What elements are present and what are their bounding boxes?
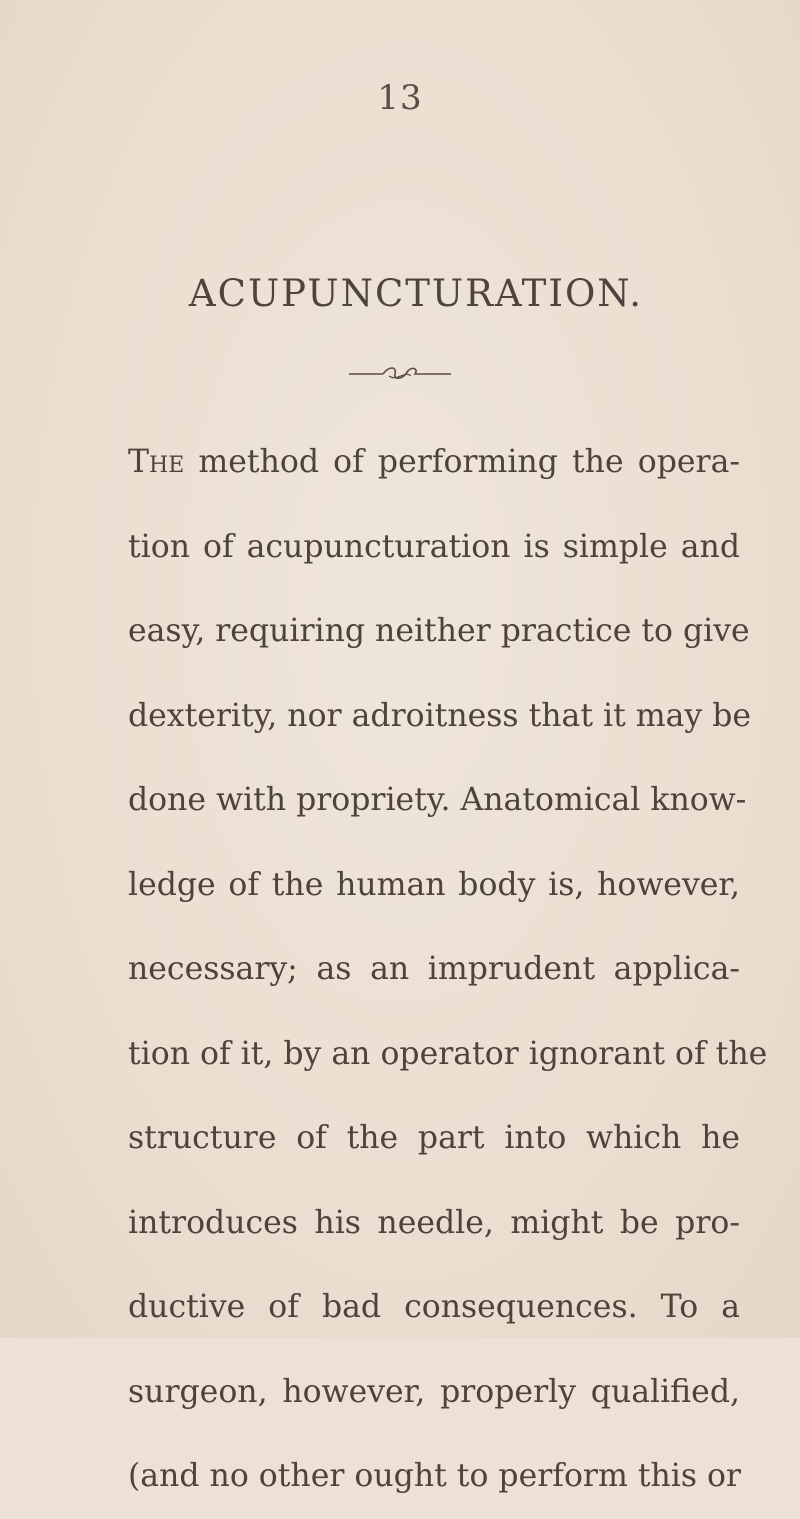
text-line-6: ledge of the human body is, however, bbox=[128, 866, 740, 903]
text-line-4: dexterity, nor adroitness that it may be bbox=[128, 697, 752, 734]
text-line-9: structure of the part into which he bbox=[128, 1120, 740, 1156]
text-line-1-rest: method of performing the opera- bbox=[184, 444, 740, 480]
text-line-10: introduces his needle, might be pro- bbox=[128, 1204, 740, 1241]
text-line-11: ductive of bad consequences. To a bbox=[128, 1289, 740, 1325]
lead-capital: The bbox=[128, 444, 185, 480]
text-line-3: easy, requiring neither practice to give bbox=[128, 613, 750, 649]
text-line-13: (and no other ought to perform this or bbox=[128, 1458, 742, 1494]
text-line-12: surgeon, however, properly qualified, bbox=[128, 1373, 740, 1410]
text-line-2: tion of acupuncturation is simple and bbox=[128, 528, 740, 565]
chapter-title: ACUPUNCTURATION. bbox=[188, 272, 644, 315]
page-number: 13 bbox=[377, 78, 423, 118]
ornament-flourish-icon bbox=[345, 362, 455, 386]
text-line-8: tion of it, by an operator ignorant of the bbox=[128, 1035, 768, 1072]
text-line-7: necessary; as an imprudent applica- bbox=[128, 951, 740, 987]
text-line-5: done with propriety. Anatomical know- bbox=[128, 782, 747, 818]
text-line-1 bbox=[128, 420, 740, 505]
body-paragraph bbox=[128, 420, 768, 1519]
